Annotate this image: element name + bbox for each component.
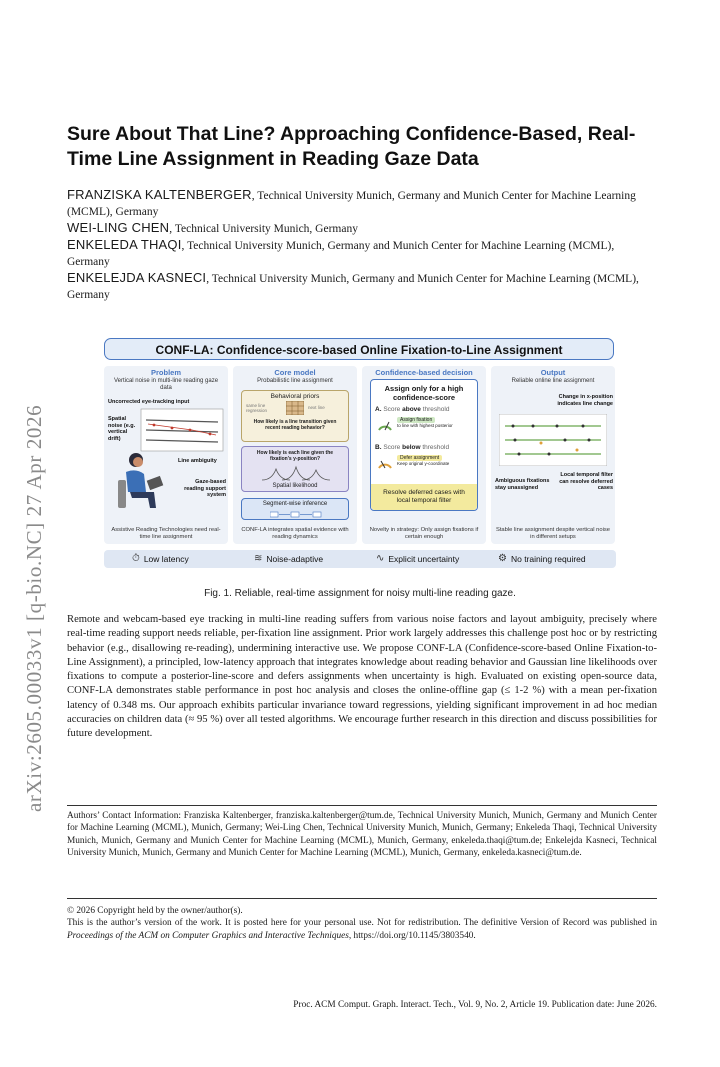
threshold-word: threshold xyxy=(422,406,450,413)
line-change-label: Change in x-position indicates line change xyxy=(557,394,613,407)
badge-no-training xyxy=(498,553,586,564)
decision-box xyxy=(370,379,478,511)
case-b-label: B. xyxy=(375,444,382,451)
badge-label: Noise-adaptive xyxy=(266,553,324,564)
case-a-label: A. xyxy=(375,406,382,413)
author-affiliation: , Technical University Munich, Germany and Munich Center for Machine Learning (MCML), Germany xyxy=(67,273,639,301)
likelihood-question: How likely is each line given the fixation's y-position? xyxy=(256,450,334,462)
score-word: Score xyxy=(383,406,401,413)
score-word: Score xyxy=(383,444,401,451)
panel-subtitle: Probabilistic line assignment xyxy=(257,378,333,384)
transition-matrix-icon xyxy=(286,401,304,415)
panel-footnote: Novelty in strategy: Only assign fixations if certain enough xyxy=(369,527,479,540)
score-below-row xyxy=(375,444,449,451)
defer-chip: Defer assignment xyxy=(397,455,442,461)
author-affiliation: , Technical University Munich, Germany and Munich Center for Machine Learning (MCML), Germany xyxy=(67,240,615,268)
spatial-likelihood-box xyxy=(241,446,349,492)
author-entry xyxy=(67,270,657,303)
noisy-text-illustration xyxy=(140,408,224,452)
arxiv-watermark: arXiv:2605.00033v1 [q-bio.NC] 27 Apr 2026 xyxy=(22,404,46,812)
panel-footnote: Assistive Reading Technologies need real-time line assignment xyxy=(111,527,221,540)
author-entry xyxy=(67,187,657,220)
spatial-likelihood-title: Spatial likelihood xyxy=(272,483,318,489)
core-model-panel xyxy=(233,366,357,544)
gaussian-curves xyxy=(262,465,330,481)
prior-question: How likely is a line transition given recent reading behavior? xyxy=(253,419,337,431)
ambiguous-label: Ambiguous fixations stay unassigned xyxy=(495,478,550,491)
decision-panel xyxy=(362,366,486,544)
panel-heading: Output xyxy=(540,368,566,377)
badge-explicit-uncertainty xyxy=(376,553,459,564)
author-name: FRANZISKA KALTENBERGER xyxy=(67,187,252,202)
panel-heading: Problem xyxy=(150,368,181,377)
author-list xyxy=(67,187,657,303)
below-word: below xyxy=(402,444,421,451)
author-entry xyxy=(67,220,657,237)
reader-illustration xyxy=(110,450,170,512)
paper-title: Sure About That Line? Approaching Confidence-Based, Real-Time Line Assignment in Reading Gaze Data xyxy=(67,123,636,170)
clock-icon: ⏱ xyxy=(132,553,140,564)
panel-subtitle: Vertical noise in multi-line reading gaze data xyxy=(113,378,219,391)
badge-label: Explicit uncertainty xyxy=(388,553,460,564)
figure-1 xyxy=(104,338,616,570)
panel-heading: Core model xyxy=(274,368,316,377)
author-entry xyxy=(67,237,657,270)
copyright-body xyxy=(67,917,657,942)
panel-subtitle: Reliable online line assignment xyxy=(511,378,595,384)
distribution-icon: ∿ xyxy=(376,553,385,564)
gaze-support-label: Gaze-based reading support system xyxy=(184,479,226,498)
page-footer: Proc. ACM Comput. Graph. Interact. Tech., Vol. 9, No. 2, Article 19. Publication date: June 2026. xyxy=(293,1000,657,1010)
local-filter-label: Local temporal filter can resolve deferred cases xyxy=(559,472,613,491)
behavioral-priors-box xyxy=(241,390,349,442)
line-ambiguity-label: Line ambiguity xyxy=(178,458,217,464)
same-line-label: same line xyxy=(246,403,266,408)
uncorrected-label: Uncorrected eye-tracking input xyxy=(108,399,190,405)
copyright-text: This is the author’s version of the work. It is posted here for your personal use. Not for redistribution. The definitive Version of Record was published in xyxy=(67,918,657,929)
author-name: ENKELEDA THAQI xyxy=(67,237,182,252)
author-affiliation: , Technical University Munich, Germany xyxy=(169,223,358,235)
author-name: ENKELEJDA KASNECI xyxy=(67,270,207,285)
badge-label: Low latency xyxy=(143,553,189,564)
problem-panel xyxy=(104,366,228,544)
assign-fixation-chip: Assign fixation xyxy=(397,417,435,423)
abstract: Remote and webcam-based eye tracking in multi-line reading suffers from various noise factors and layout ambiguity, precisely where real-time reading support needs reliable, per-fixation line assignment. Prior work largely addresses this challenge post hoc or by restricting behavior (e.g., disallowing re-reading), undermining interactive use. We propose CONF-LA (Confidence-score-based Online Fixation-to-Line Assignment), a principled, low-latency approach that integrates knowledge about reading behavior and Gaussian line likelihoods over fixations to compute a posterior-line-score and defers assignments when uncertainty is high. Evaluated on existing open-source data, CONF-LA demonstrates stable performance in post hoc analysis and closes the online-offline gap (≤ 1-2 %) with a mean per-fixation latency of 0.348 ms. Our approach exhibits particular invariance toward regressions, yielding significant improvement in ad hoc median accuracies on children data (≈ 95 %) over all tested algorithms. We encourage further research in this direction and discuss possibilities for future development. xyxy=(67,614,657,740)
next-line-label: next line xyxy=(308,405,325,410)
behavioral-priors-title: Behavioral priors xyxy=(270,393,320,400)
output-panel xyxy=(491,366,615,544)
section-divider xyxy=(67,898,657,899)
assigned-lines-illustration xyxy=(499,414,607,466)
above-word: above xyxy=(402,406,421,413)
wave-icon: ≋ xyxy=(254,553,263,564)
section-divider xyxy=(67,805,657,806)
figure-caption: Fig. 1. Reliable, real-time assignment for noisy multi-line reading gaze. xyxy=(204,588,516,599)
segment-inference-label: Segment-wise inference xyxy=(262,501,328,507)
assign-detail: to line with highest posterior xyxy=(397,423,453,428)
threshold-word: threshold xyxy=(422,444,450,451)
segment-inference-box xyxy=(241,498,349,520)
gauge-low-icon xyxy=(377,454,393,470)
assign-only-label: Assign only for a high confidence-score xyxy=(384,384,464,402)
panel-footnote: Stable line assignment despite vertical noise in different setups xyxy=(495,527,611,540)
author-name: WEI-LING CHEN xyxy=(67,220,170,235)
badge-label: No training required xyxy=(510,553,586,564)
segment-arrows xyxy=(270,511,322,518)
resolve-deferred-box: Resolve deferred cases with local temporal filter xyxy=(371,484,477,510)
regression-label: regression xyxy=(246,408,268,413)
gauge-high-icon xyxy=(377,416,393,432)
score-above-row xyxy=(375,406,449,413)
venue-name: Proceedings of the ACM on Computer Graphics and Interactive Techniques xyxy=(67,930,349,941)
copyright-line: © 2026 Copyright held by the owner/author(s). xyxy=(67,906,243,916)
badge-noise-adaptive xyxy=(254,553,323,564)
copyright-notice xyxy=(67,905,657,942)
doi-link[interactable]: , https://doi.org/10.1145/3803540. xyxy=(348,930,476,941)
feature-badges xyxy=(104,550,616,568)
defer-detail: Keep original y-coordinate xyxy=(397,461,450,466)
author-affiliation: , Technical University Munich, Germany and Munich Center for Machine Learning (MCML), Germany xyxy=(67,190,636,218)
contact-information: Authors’ Contact Information: Franziska Kaltenberger, franziska.kaltenberger@tum.de, Technical University Munich, Munich, Germany and Munich Center for Machine Learning (MCML), Munich, Germany; Wei-Ling Chen, Technical University Munich, Munich, Germany; Enkeleda Thaqi, Technical University Munich, Munich, Germany and Munich Center for Machine Learning (MCML), Munich, Germany, enkeleda.thaqi@tum.de; Enkelejda Kasneci, Technical University Munich, Munich, Germany and Munich Center for Machine Learning (MCML), Munich, Germany, enkeleda.kasneci@tum.de. xyxy=(67,811,657,858)
gears-icon: ⚙ xyxy=(498,553,507,564)
panel-heading: Confidence-based decision xyxy=(375,368,473,377)
badge-low-latency xyxy=(132,553,189,564)
spatial-noise-label: Spatial noise (e.g. vertical drift) xyxy=(108,416,136,442)
panel-footnote: CONF-LA integrates spatial evidence with reading dynamics xyxy=(241,527,349,540)
figure-title: CONF-LA: Confidence-score-based Online Fixation-to-Line Assignment xyxy=(104,338,614,360)
